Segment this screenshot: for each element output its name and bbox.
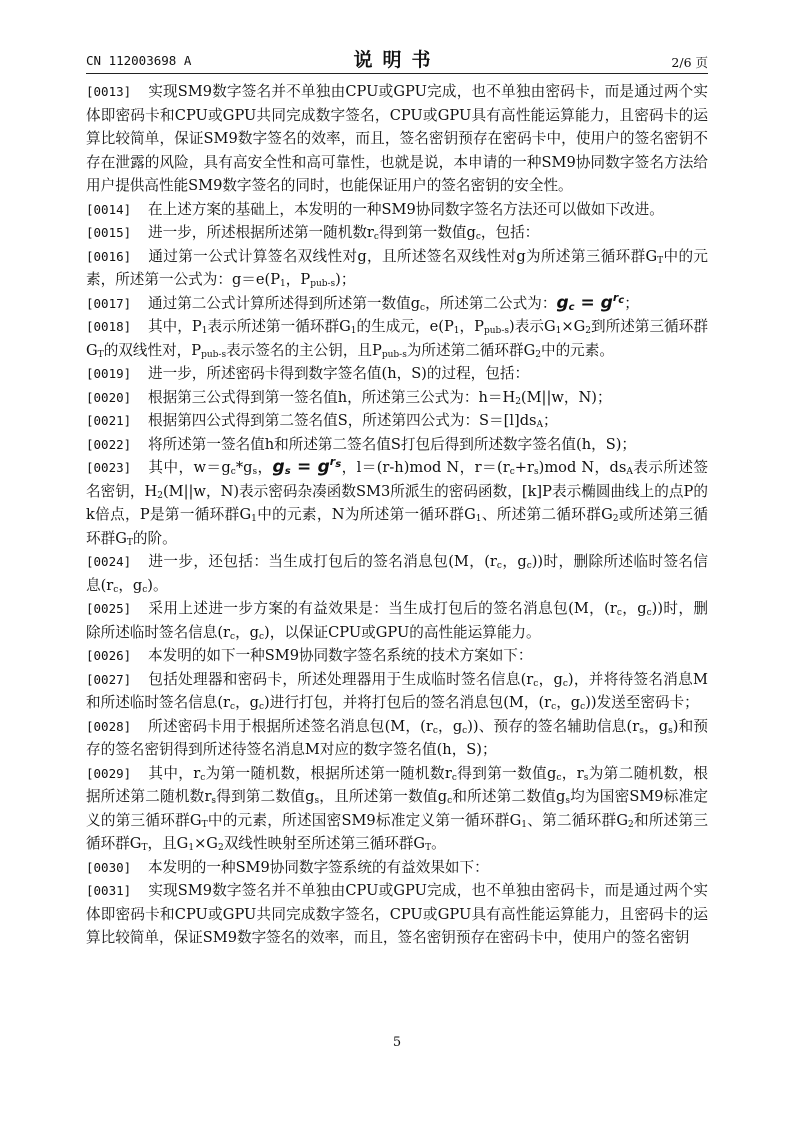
document-body <box>86 80 708 950</box>
paragraph-0014: [ 0014 ] 在上述方案的基础上，本发明的一种SM9协同数字签名方法还可以做如下改进。 <box>86 198 708 222</box>
paragraph-0018: [ 0018 ] 其中，$P_1$表示所述第一循环群$G_1$的生成元，$e(P_1$，$P_{pub-s}$)表示$G_1\times G_2$到所述第三循环群$G_T$的双线性对，$P_{pub-s}$表示签名的主公钥，且$P_{pub-s}$为所述第二循环群$G_2$中的元素。 <box>86 315 708 362</box>
paragraph-0017: [ 0017 ] 通过第二公式计算所述得到所述第一数值$g_c$，所述第二公式为：$g_c = g^{r_c}$； <box>86 292 708 316</box>
paragraph-0028: [ 0028 ] 所述密码卡用于根据所述签名消息包(M，($r_c$，$g_c$))、预存的签名辅助信息($r_s$，$g_s$)和预存的签名密钥得到所述待签名消息M对应的数字签名值(h，S)； <box>86 715 708 762</box>
paragraph-0026: [ 0026 ] 本发明的如下一种SM9协同数字签名系统的技术方案如下： <box>86 644 708 668</box>
paragraph-number: [ 0017 ] <box>86 292 148 316</box>
paragraph-number: [ 0013 ] <box>86 80 148 104</box>
page-number: 5 <box>392 1035 402 1050</box>
page-header <box>86 48 708 72</box>
paragraph-number: [ 0025 ] <box>86 597 148 621</box>
paragraph-0013: [ 0013 ] 实现SM9数字签名并不单独由CPU或GPU完成，也不单独由密码卡，而是通过两个实体即密码卡和CPU或GPU共同完成数字签名，CPU或GPU具有高性能运算能力，且密码卡的运算比较简单，保证SM9数字签名的效率，而且，签名密钥预存在密码卡中，使用户的签名密钥不存在泄露的风险，具有高安全性和高可靠性，也就是说，本申请的一种SM9协同数字签名方法给用户提供高性能SM9数字签名的同时，也能保证用户的签名密钥的安全性。 <box>86 80 708 198</box>
paragraph-number: [ 0027 ] <box>86 668 148 692</box>
paragraph-number: [ 0020 ] <box>86 386 148 410</box>
paragraph-number: [ 0016 ] <box>86 245 148 269</box>
paragraph-number: [ 0015 ] <box>86 221 148 245</box>
paragraph-0019: [ 0019 ] 进一步，所述密码卡得到数字签名值(h，S)的过程，包括： <box>86 362 708 386</box>
paragraph-number: [ 0029 ] <box>86 762 148 786</box>
paragraph-0025: [ 0025 ] 采用上述进一步方案的有益效果是：当生成打包后的签名消息包(M，($r_c$，$g_c$))时，删除所述临时签名信息($r_c$，$g_c$)，以保证CPU或GPU的高性能运算能力。 <box>86 597 708 644</box>
paragraph-0029: [ 0029 ] 其中，$r_c$为第一随机数，根据所述第一随机数$r_c$得到第一数值$g_c$，$r_s$为第二随机数，根据所述第二随机数$r_s$得到第二数值$g_s$，且所述第一数值$g_c$和所述第二数值$g_s$均为国密SM9标准定义的第三循环群$G_T$中的元素，所述国密SM9标准定义第一循环群$G_1$、第二循环群$G_2$和所述第三循环群$G_T$，且$G_1\times G_2$双线性映射至所述第三循环群$G_T$。 <box>86 762 708 856</box>
paragraph-number: [ 0022 ] <box>86 433 148 457</box>
paragraph-number: [ 0019 ] <box>86 362 148 386</box>
paragraph-number: [ 0023 ] <box>86 456 148 480</box>
paragraph-0024: [ 0024 ] 进一步，还包括：当生成打包后的签名消息包(M，($r_c$，$g_c$))时，删除所述临时签名信息($r_c$，$g_c$)。 <box>86 550 708 597</box>
paragraph-0020: [ 0020 ] 根据第三公式得到第一签名值h，所述第三公式为：$h=H_2(M||w$，N)； <box>86 386 708 410</box>
paragraph-number: [ 0030 ] <box>86 856 148 880</box>
paragraph-0027: [ 0027 ] 包括处理器和密码卡，所述处理器用于生成临时签名信息($r_c$，$g_c$)，并将待签名消息M和所述临时签名信息($r_c$，$g_c$)进行打包，并将打包后的签名消息包(M，($r_c$，$g_c$))发送至密码卡； <box>86 668 708 715</box>
paragraph-number: [ 0024 ] <box>86 550 148 574</box>
formula-gc: $g_c = g^{r_c}$ <box>556 290 625 313</box>
paragraph-number: [ 0014 ] <box>86 198 148 222</box>
paragraph-0015: [ 0015 ] 进一步，所述根据所述第一随机数$r_c$得到第一数值$g_c$，包括： <box>86 221 708 245</box>
patent-number: CN 112003698 A <box>86 53 192 68</box>
paragraph-0016: [ 0016 ] 通过第一公式计算签名双线性对g，且所述签名双线性对g为所述第三循环群$G_T$中的元素，所述第一公式为：$g=e(P_1$，$P_{pub-s}$)； <box>86 245 708 292</box>
document-title: 说明书 <box>353 49 441 71</box>
paragraph-0021: [ 0021 ] 根据第四公式得到第二签名值S，所述第四公式为：$S=[l]ds_A$； <box>86 409 708 433</box>
paragraph-number: [ 0018 ] <box>86 315 148 339</box>
paragraph-0022: [ 0022 ] 将所述第一签名值h和所述第二签名值S打包后得到所述数字签名值(h，S)； <box>86 433 708 457</box>
paragraph-number: [ 0021 ] <box>86 409 148 433</box>
paragraph-0031: [ 0031 ] 实现SM9数字签名并不单独由CPU或GPU完成，也不单独由密码卡，而是通过两个实体即密码卡和CPU或GPU共同完成数字签名，CPU或GPU具有高性能运算能力，且密码卡的运算比较简单，保证SM9数字签名的效率，而且，签名密钥预存在密码卡中，使用户的签名密钥 <box>86 879 708 950</box>
paragraph-0030: [ 0030 ] 本发明的一种SM9协同数字签系统的有益效果如下： <box>86 856 708 880</box>
paragraph-number: [ 0031 ] <box>86 879 148 903</box>
paragraph-0023: [ 0023 ] 其中，$w=g_c*g_s$，$g_s = g^{r_s}$，l＝(r-h)mod N，$r=(r_c+r_s)mod$ N，$ds_A$表示所述签名密钥，$H_2(M||w$，N)表示密码杂凑函数SM3所派生的密码函数，[k]P表示椭圆曲线上的点P的k倍点，P是第一循环群$G_1$中的元素，N为所述第一循环群$G_1$、所述第二循环群$G_2$或所述第三循环群$G_T$的阶。 <box>86 456 708 550</box>
formula-gs: $g_s = g^{r_s}$ <box>272 455 342 477</box>
paragraph-number: [ 0026 ] <box>86 644 148 668</box>
header-rule <box>86 73 708 74</box>
page-of-label: 2/6 页 <box>671 55 708 70</box>
paragraph-number: [ 0028 ] <box>86 715 148 739</box>
